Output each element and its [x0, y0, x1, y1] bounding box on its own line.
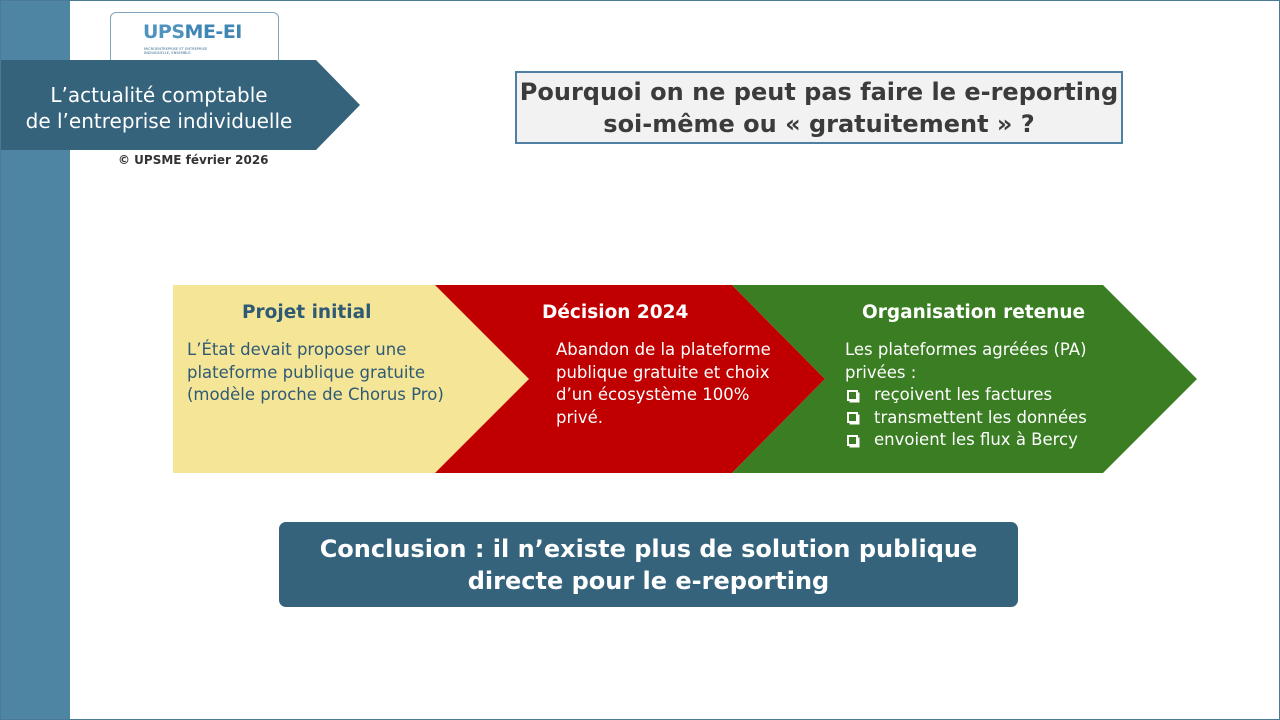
list-item: reçoivent les factures [845, 384, 1145, 407]
step-3-title: Organisation retenue [862, 302, 1086, 323]
step-3-body [845, 339, 1145, 452]
step-2-body: Abandon de la plateforme publique gratuite et choix d’un écosystème 100% privé. [556, 340, 771, 427]
checkbox-bullet-icon [847, 390, 858, 401]
copyright-text: © UPSME février 2026 [118, 153, 269, 167]
checkbox-bullet-icon [847, 412, 858, 423]
banner-line-2: de l’entreprise individuelle [25, 109, 293, 133]
logo-wordmark: UPSME-EI [143, 21, 242, 43]
banner-line-1: L’actualité comptable [50, 83, 268, 107]
list-item: transmettent les données [845, 407, 1145, 430]
list-item: envoient les flux à Bercy [845, 429, 1145, 452]
step-1-title: Projet initial [242, 302, 372, 323]
step-3-intro: Les plateformes agréées (PA) privées : [845, 340, 1087, 382]
conclusion-text: Conclusion : il n’existe plus de solution publique directe pour le e-reporting [319, 534, 978, 595]
checkbox-bullet-icon [847, 435, 858, 446]
logo-subtitle: MICROENTREPRISE ET ENTREPRISE INDIVIDUELLE, ENSEMBLE [144, 47, 208, 56]
conclusion-box [279, 522, 1018, 607]
step-1-body: L’État devait proposer une plateforme publique gratuite (modèle proche de Chorus Pro) [187, 340, 444, 404]
step-3-list [845, 384, 1145, 452]
slide-title: Pourquoi on ne peut pas faire le e-reporting soi-même ou « gratuitement » ? [519, 77, 1119, 138]
step-2-title: Décision 2024 [542, 302, 689, 323]
